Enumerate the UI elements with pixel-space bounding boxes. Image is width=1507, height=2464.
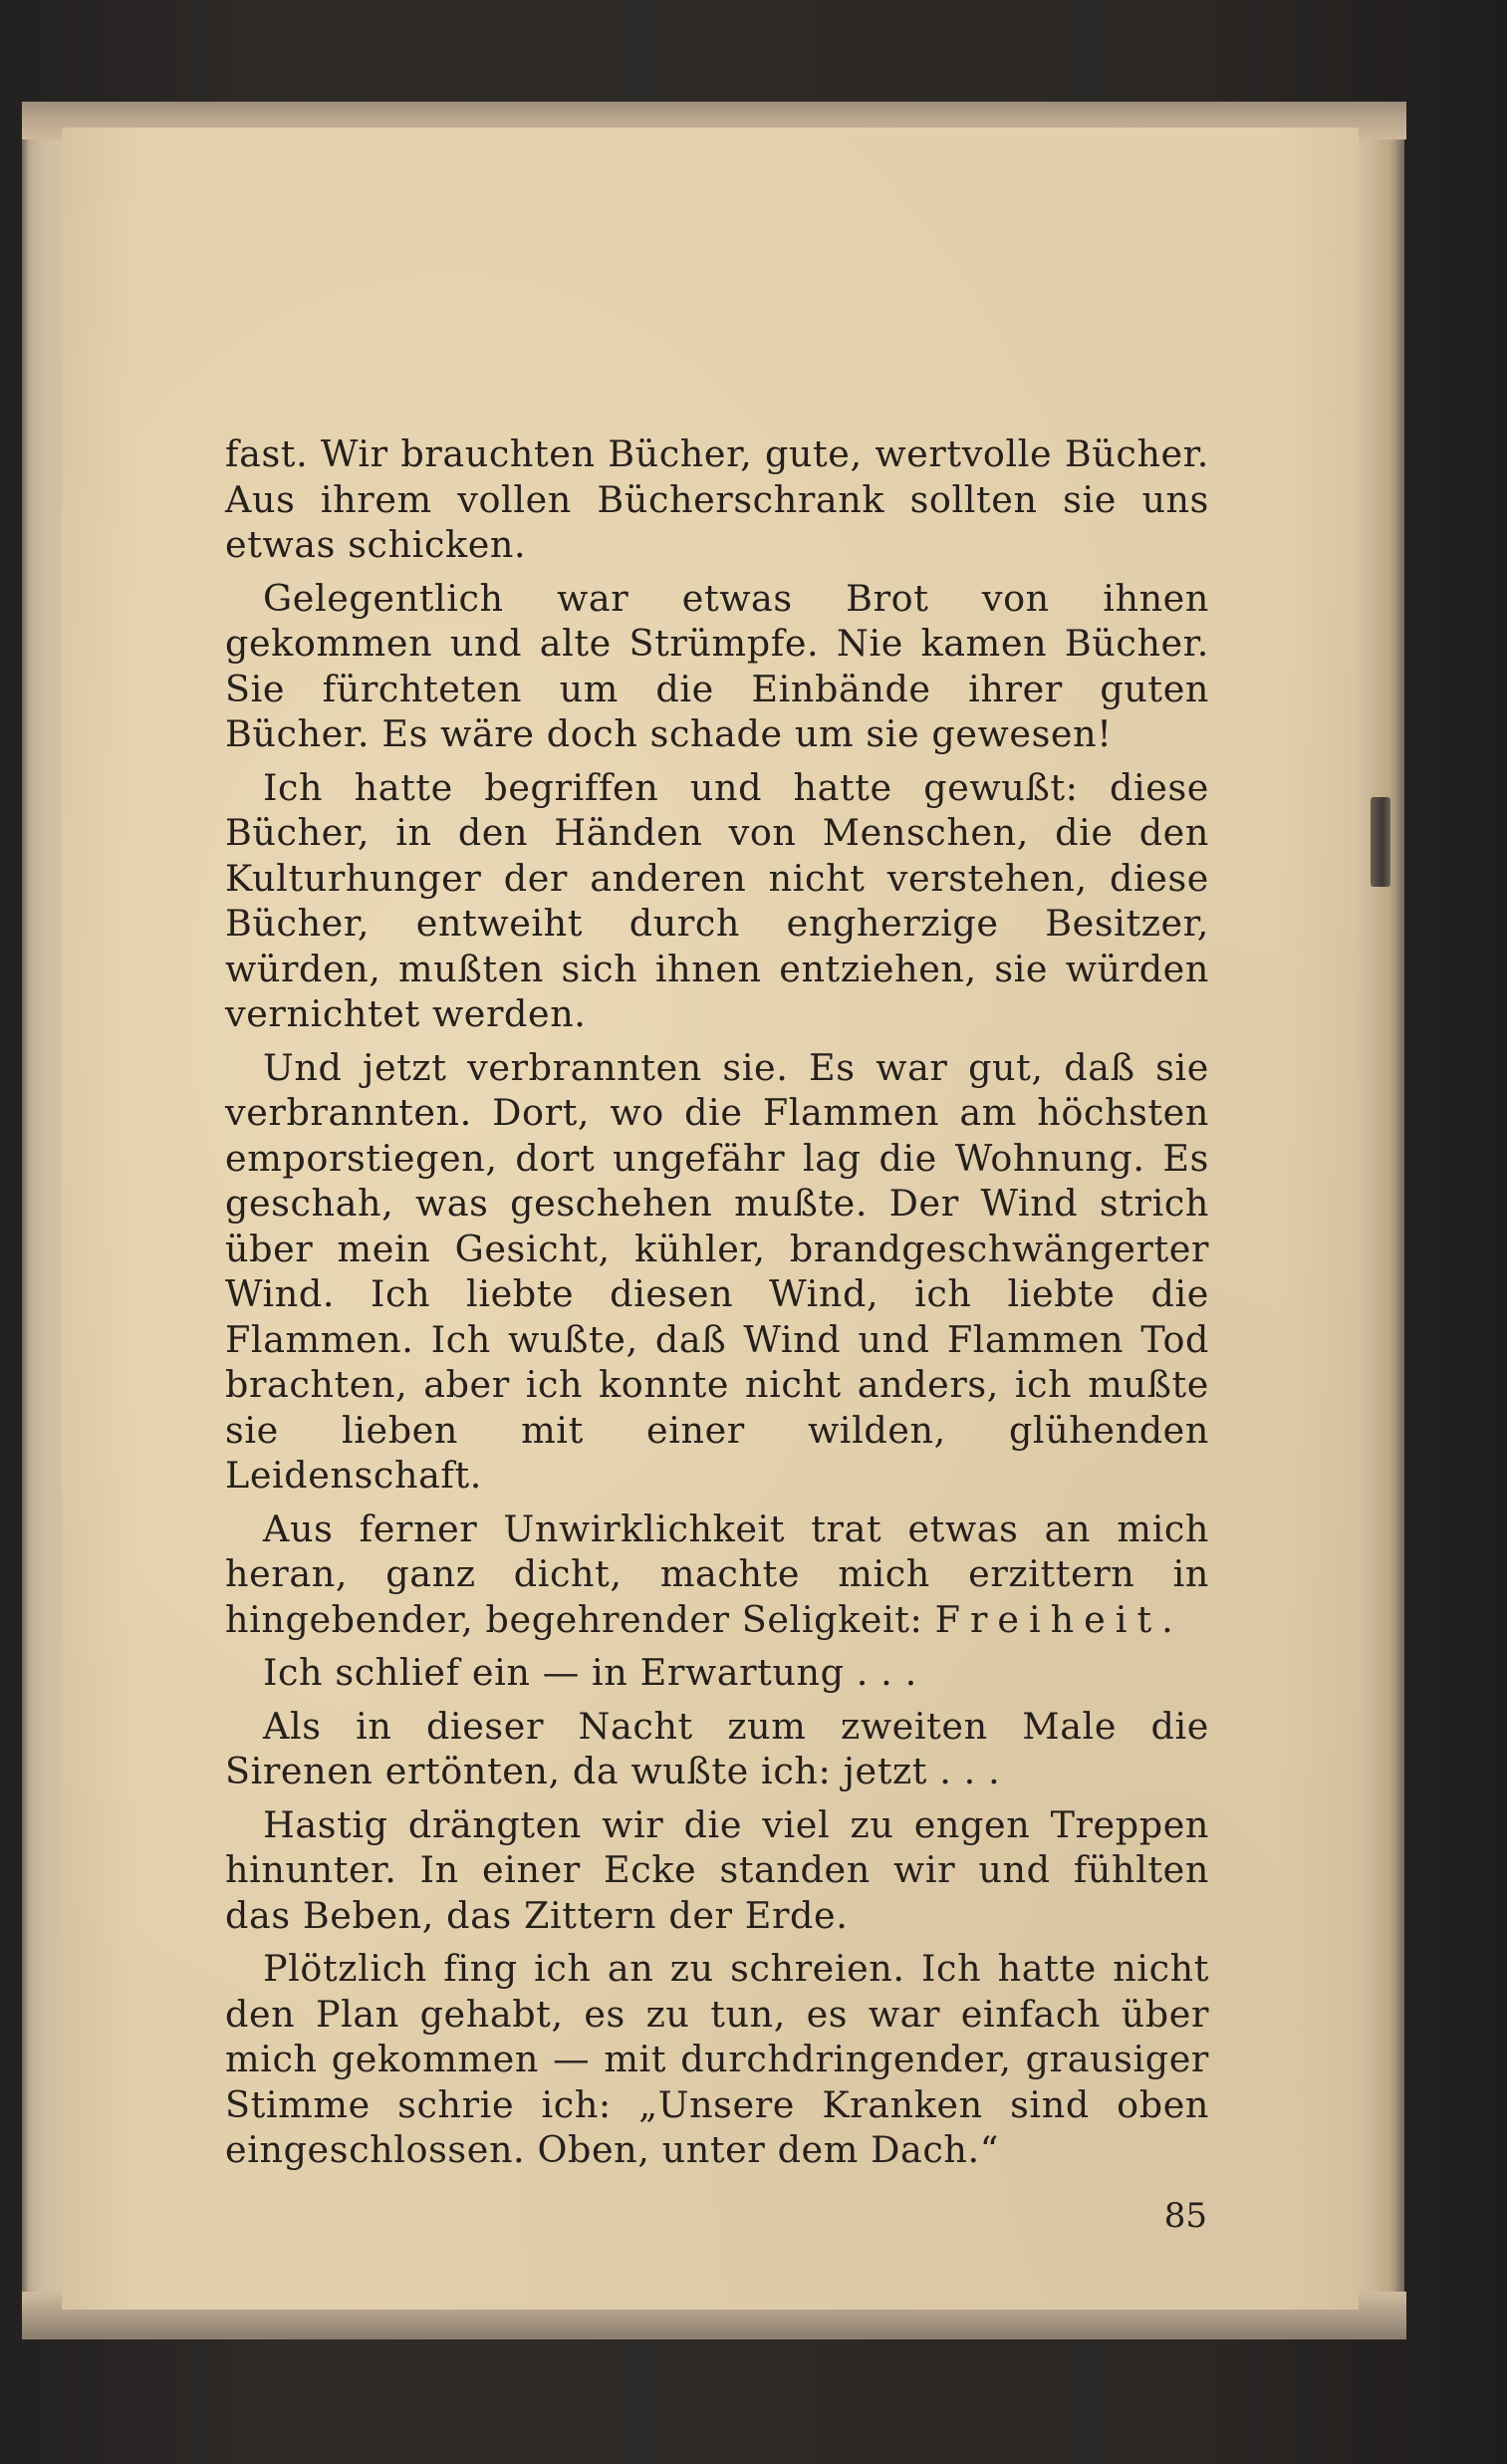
paragraph: Plötzlich fing ich an zu schreien. Ich hatte nicht den Plan gehabt, es zu tun, es war einfach über mich gekommen — mit durchdringender, grausiger Stimme schrie ich: „Unsere Kranken sind oben eingeschlossen. Oben, unter dem Dach.“ bbox=[225, 1947, 1209, 2171]
paragraph: Hastig drängten wir die viel zu engen Treppen hinunter. In einer Ecke standen wir und fühlten das Beben, das Zittern der Erde. bbox=[225, 1802, 1209, 1937]
paragraph: Ich schlief ein — in Erwartung . . . bbox=[263, 1651, 917, 1694]
paragraph-freiheit bbox=[225, 1506, 1209, 1643]
paragraph: Ich hatte begriffen und hatte gewußt: diese Bücher, in den Händen von Menschen, die den Kulturhunger der anderen nicht verstehen, diese Bücher, entweiht durch engherzige Besitzer, würden, mußten sich ihnen entziehen, sie würden vernichtet werden. bbox=[225, 765, 1209, 1035]
paragraph: Als in dieser Nacht zum zweiten Male die Sirenen ertönten, da wußte ich: jetzt . . . bbox=[225, 1704, 1209, 1792]
page-tab-marker bbox=[1371, 797, 1390, 887]
paragraph: Und jetzt verbrannten sie. Es war gut, daß sie verbrannten. Dort, wo die Flammen am höchsten emporstiegen, dort ungefähr lag die Wohnung. Es geschah, was geschehen mußte. Der Wind strich über mein Gesicht, kühler, brandgeschwängerter Wind. Ich liebte diesen Wind, ich liebte die Flammen. Ich wußte, daß Wind und Flammen Tod brachten, aber ich konnte nicht anders, ich mußte sie lieben mit einer wilden, glühenden Leidenschaft. bbox=[225, 1045, 1209, 1497]
paragraph-text: Aus ferner Unwirklichkeit trat etwas an mich heran, ganz dicht, machte mich erzittern in hingebender, begehrender Seligkeit: bbox=[225, 1506, 1209, 1641]
page-number: 85 bbox=[1163, 2196, 1207, 2236]
paragraph: fast. Wir brauchten Bücher, gute, wertvolle Bücher. Aus ihrem vollen Bücherschrank sollten sie uns etwas schicken. bbox=[225, 432, 1209, 566]
book-page bbox=[62, 128, 1359, 2310]
paragraph-end: . bbox=[1161, 1597, 1174, 1641]
body-text bbox=[225, 431, 1209, 2181]
emphasized-word: Freiheit bbox=[934, 1597, 1162, 1641]
paragraph: Gelegentlich war etwas Brot von ihnen gekommen und alte Strümpfe. Nie kamen Bücher. Sie fürchteten um die Einbände ihrer guten Bücher. Es wäre doch schade um sie gewesen! bbox=[225, 576, 1209, 755]
